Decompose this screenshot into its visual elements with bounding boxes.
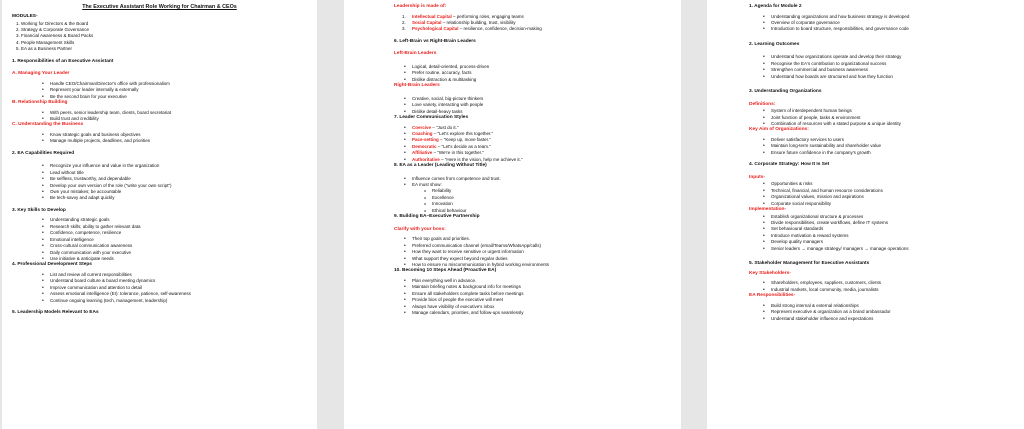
style-quote: – "Just do it." — [431, 124, 459, 130]
section-8-heading: 8. EA as a Leader (Leading Without Title) — [394, 163, 487, 169]
section-8-sublist — [394, 188, 671, 214]
styles-list — [394, 125, 671, 163]
style-name: Coercive — [412, 124, 432, 130]
list-item: • Opportunities & risks — [749, 181, 1016, 187]
p3-section-1-list — [749, 14, 1016, 33]
capital-name: Psychological Capital — [412, 26, 459, 32]
section-5-heading: 5. Leadership Models Relevant to EAs — [12, 309, 99, 315]
document-page-2 — [344, 0, 681, 429]
stakeholders-list — [749, 280, 1016, 293]
list-item: • Cross-cultural communication awareness — [12, 243, 307, 249]
p3-section-2-list — [749, 54, 1016, 80]
p3-section-1-heading: 1. Agenda for Module 2 — [749, 4, 802, 9]
list-item: • Prefer routine, accuracy, facts — [394, 70, 671, 76]
list-item: • Use initiative & anticipate needs — [12, 256, 307, 262]
key-aim-heading: Key Aim of Organizations: — [749, 127, 809, 133]
list-item: o Reliability — [394, 188, 671, 194]
modules-list — [12, 21, 307, 53]
item-number: 2. — [402, 20, 406, 25]
list-item: • Understand how boards are structured and how they function — [749, 74, 1016, 80]
list-item: • Technical, financial, and human resource considerations — [749, 188, 1016, 194]
p3-section-2-heading: 2. Learning Outcomes — [749, 41, 800, 47]
list-item: • Combination of resources with a stated purpose & unique identity — [749, 121, 1016, 127]
list-item: 3. Financial Awareness & Board Packs — [16, 33, 94, 39]
style-item — [394, 157, 671, 163]
list-item: • Maintain briefing notes & background info for meetings — [394, 284, 671, 290]
list-item: • Know strategic goals and business objectives — [12, 132, 307, 138]
list-item: • Creative, social, big-picture thinkers — [394, 96, 671, 102]
leadership-heading: Leadership is made of: — [394, 4, 447, 9]
list-item: • Establish organizational structure & processes — [749, 214, 1016, 220]
section-7-heading: 7. Leader Communication Styles — [394, 115, 469, 121]
list-item: • Build trust and credibility — [12, 116, 307, 122]
list-item: • Always have visibility of executive's inbox — [394, 304, 671, 310]
list-item: • List and review all current responsibilities — [12, 272, 307, 278]
style-quote: – "We're in this together." — [432, 150, 484, 156]
list-item: • Provide bios of people the executive will meet — [394, 297, 671, 303]
list-item: 2. Strategy & Corporate Governance — [16, 27, 90, 32]
section-3-heading: 3. Key Skills to Develop — [12, 207, 66, 213]
p3-section-5-heading: 5. Stakeholder Management for Executive Assistants — [749, 261, 870, 267]
list-item: • Confidence, competence, resilience — [12, 230, 307, 236]
list-item: • Joint function of people, tasks & environment — [749, 115, 1016, 121]
item-number: 3. — [402, 26, 406, 32]
list-item: • Plan everything well in advance. — [394, 278, 671, 284]
list-item: • Improve communication and attention to detail — [12, 285, 307, 291]
subsection-b-list — [12, 110, 307, 123]
list-item: • Understand how organizations operate and develop their strategy — [749, 54, 1016, 60]
capital-description: – performing roles, engaging teams — [451, 13, 524, 19]
list-item: • Assess emotional intelligence (EI): tolerance, patience, self-awareness — [12, 291, 307, 297]
list-item: • Understanding strategic goals — [12, 217, 307, 223]
style-quote: – "Let's decide as a team." — [436, 143, 491, 149]
list-item: • Organizational values, mission and aspirations — [749, 194, 1016, 200]
definitions-heading: Definitions: — [749, 101, 776, 107]
list-item: • Emotional intelligence — [12, 237, 307, 243]
list-item: • Overview of corporate governance — [749, 20, 1016, 26]
list-item: • Corporate social responsibility — [749, 201, 1016, 207]
list-item: • Be selfless, trustworthy, and dependable — [12, 176, 307, 182]
list-item: • Their top goals and priorities. — [394, 236, 671, 242]
list-item: • Senior leaders → manage strategy/ managers → manage operations — [749, 246, 1016, 252]
capitals-list — [394, 14, 671, 33]
list-item: • Dislike distraction & multitasking — [394, 77, 671, 83]
key-aim-list — [749, 137, 1016, 156]
list-item: • Dislike detail-heavy tasks — [394, 109, 671, 115]
list-item: • Lead without title — [12, 170, 307, 176]
subsection-c-heading: C. Understanding the Business — [12, 122, 84, 128]
section-6-heading: 6. Left-Brain vs Right-Brain Leaders — [394, 38, 476, 44]
ea-responsibilities-list — [749, 303, 1016, 322]
left-brain-list — [394, 64, 671, 83]
style-name: Democratic — [412, 143, 437, 149]
ea-responsibilities-heading: EA Responsibilities- — [749, 293, 796, 299]
style-name: Authoritative — [412, 156, 440, 162]
document-page-1 — [2, 0, 317, 429]
inputs-heading: Inputs- — [749, 174, 765, 180]
section-10-heading: 10. Becoming 10 Steps Ahead (Proactive EA) — [394, 268, 497, 274]
list-item: • Strengthen commercial and business awareness — [749, 67, 1016, 73]
section-4-list — [12, 272, 307, 304]
capital-name: Intellectual Capital — [412, 13, 452, 19]
list-item: • Ensure future confidence in the company's growth — [749, 150, 1016, 156]
subsection-c-list — [12, 132, 307, 145]
list-item: • Divide responsibilities, create workflows, define IT systems — [749, 220, 1016, 226]
list-item: • With peers, senior leadership team, clients, board secretariat — [12, 110, 307, 116]
style-quote: – "Here is the vision, help me achieve it." — [439, 156, 523, 162]
list-item: • Represent your leader internally & externally — [12, 87, 307, 93]
list-item: 4. People Management Skills — [16, 39, 75, 45]
list-item: • Introduce motivation & reward systems — [749, 233, 1016, 239]
right-brain-heading: Right-Brain Leaders — [394, 83, 440, 89]
document-title: The Executive Assistant Role Working for Chairman & CEOs — [82, 4, 237, 10]
style-quote: – "Keep up, move faster." — [438, 137, 491, 143]
section-9-list — [394, 236, 671, 268]
left-brain-heading: Left-Brain Leaders — [394, 51, 437, 57]
list-item: • Represent executive & organization as a brand ambassador — [749, 309, 1016, 315]
style-name: Coaching — [412, 131, 433, 137]
list-item: • Build strong internal & external relationships — [749, 303, 1016, 309]
list-item: • Recognize your influence and value in the organization — [12, 163, 307, 169]
list-item: • What support they expect beyond regular duties — [394, 256, 671, 262]
list-item: • Continue ongoing learning (tech, management, leadership) — [12, 298, 307, 304]
right-brain-list — [394, 96, 671, 115]
list-item: • Research skills; ability to gather relevant data — [12, 224, 307, 230]
capital-name: Social Capital — [412, 20, 442, 25]
list-item: o Ethical behaviour — [394, 208, 671, 214]
list-item: • Develop quality managers — [749, 239, 1016, 245]
section-4-heading: 4. Professional Development Steps — [12, 262, 92, 268]
subsection-b-heading: B. Relationship Building — [12, 100, 68, 106]
section-10-list — [394, 278, 671, 316]
subsection-a-list — [12, 81, 307, 100]
capital-description: – resilience, confidence, decision-making — [458, 26, 542, 32]
stakeholders-heading: Key Stakeholders- — [749, 270, 791, 276]
section-9-heading: 9. Building EA–Executive Partnership — [394, 214, 480, 220]
p3-section-4-heading: 4. Corporate Strategy: How It Is Set — [749, 162, 830, 168]
inputs-list — [749, 181, 1016, 207]
list-item: • Be tech-savvy and adapt quickly — [12, 195, 307, 201]
capital-item — [394, 26, 671, 32]
style-name: Affiliative — [412, 150, 433, 156]
list-item: • Shareholders, employees, suppliers, customers, clients — [749, 280, 1016, 286]
list-item: • Be the second brain for your executive — [12, 94, 307, 100]
document-page-3 — [707, 0, 1024, 429]
list-item: • System of interdependent human beings — [749, 108, 1016, 114]
list-item: • Manage multiple projects, deadlines, and priorities — [12, 138, 307, 144]
section-1-heading: 1. Responsibilities of an Executive Assistant — [12, 58, 114, 64]
p3-section-3-heading: 3. Understanding Organizations — [749, 89, 822, 95]
item-number: 1. — [402, 13, 406, 19]
list-item: • Set behavioural standards — [749, 226, 1016, 232]
clarify-heading: Clarify with your boss: — [394, 226, 446, 232]
list-item: • Develop your own version of the role ("write your own script") — [12, 183, 307, 189]
implementation-list — [749, 214, 1016, 252]
implementation-heading: Implementation- — [749, 207, 787, 213]
list-item: o Innovation — [394, 201, 671, 207]
modules-heading: MODULES- — [12, 14, 38, 19]
style-name: Pace-setting — [412, 137, 439, 143]
list-item: • Understanding organizations and how business strategy is developed — [749, 14, 1016, 20]
list-item: • How they want to receive sensitive or urgent information — [394, 249, 671, 255]
section-2-list — [12, 163, 307, 201]
list-item: • Understand stakeholder influence and expectations — [749, 316, 1016, 322]
style-quote: – "Let's explore this together." — [432, 131, 494, 137]
list-item: 1. Working for Directors & the Board — [16, 20, 89, 26]
list-item: • Handle CEO/Chairman/Director's office with professionalism — [12, 81, 307, 87]
list-item: • EA must show: — [394, 182, 671, 188]
list-item: • Influence comes from competence and trust. — [394, 176, 671, 182]
capital-description: – relationship building, trust, visibility — [441, 20, 516, 25]
list-item: • Introduction to board structure, responsibilities, and governance code — [749, 26, 1016, 32]
list-item: • Love variety, interacting with people — [394, 102, 671, 108]
section-8-list — [394, 176, 671, 189]
list-item: o Excellence — [394, 195, 671, 201]
subsection-a-heading: A. Managing Your Leader — [12, 71, 70, 77]
list-item: • Recognise the EA's contribution to organizational success — [749, 61, 1016, 67]
list-item: • Manage calendars, priorities, and follow-ups seamlessly — [394, 310, 671, 316]
list-item: • Daily communication with your executive — [12, 250, 307, 256]
list-item: • Industrial markets, local community, media, journalists — [749, 287, 1016, 293]
list-item: 5. EA as a Business Partner — [16, 46, 73, 52]
list-item: • Ensure all stakeholders complete tasks before meetings — [394, 291, 671, 297]
definitions-list — [749, 108, 1016, 127]
list-item: • Own your mistakes; be accountable — [12, 189, 307, 195]
list-item: • How to ensure no miscommunication in hybrid working environments — [394, 262, 671, 268]
list-item: • Deliver satisfactory services to users — [749, 137, 1016, 143]
list-item: • Understand board culture & board meeting dynamics — [12, 278, 307, 284]
list-item: • Logical, detail-oriented, process-driven — [394, 64, 671, 70]
list-item: • Preferred communication channel (email/Teams/WhatsApp/calls) — [394, 243, 671, 249]
section-3-list — [12, 217, 307, 262]
section-2-heading: 2. EA Capabilities Required — [12, 150, 75, 156]
list-item: • Maintain long-term sustainability and shareholder value — [749, 143, 1016, 149]
